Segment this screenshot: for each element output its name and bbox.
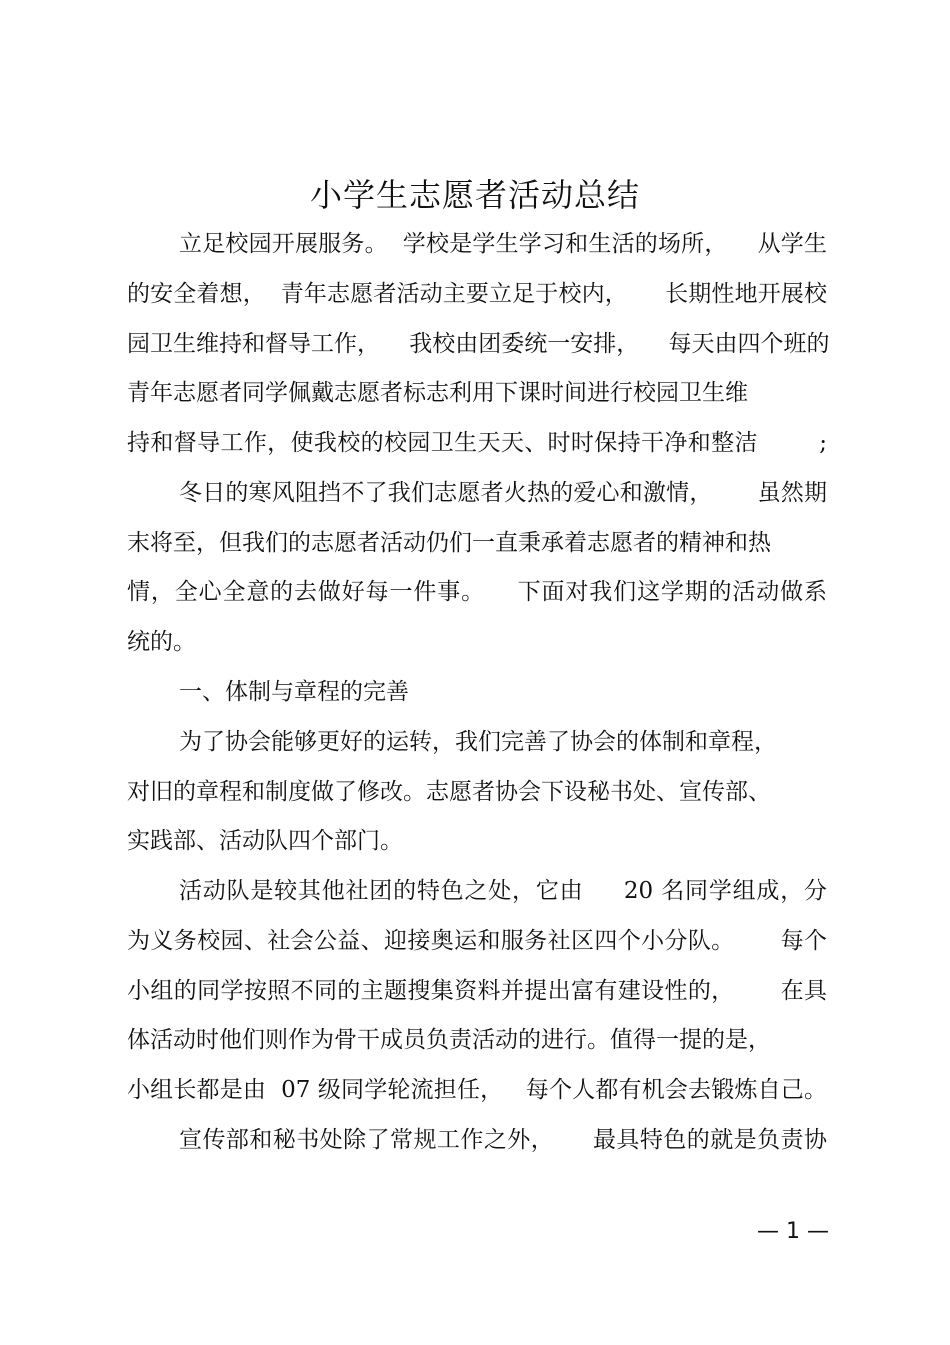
- paragraph-line: 冬日的寒风阻挡不了我们志愿者火热的爱心和激情， 虽然期: [179, 480, 827, 506]
- paragraph-line: 青年志愿者同学佩戴志愿者标志利用下课时间进行校园卫生维: [127, 380, 748, 406]
- paragraph-line: 活动队是较其他社团的特色之处，它由 20 名同学组成，分: [179, 878, 827, 904]
- paragraph-line: 情，全心全意的去做好每一件事。 下面对我们这学期的活动做系: [127, 579, 827, 605]
- document-title: 小学生志愿者活动总结: [309, 176, 640, 214]
- page-number: — 1 —: [757, 1219, 829, 1244]
- paragraph-line: 为了协会能够更好的运转，我们完善了协会的体制和章程，: [179, 729, 777, 755]
- paragraph-line: 末将至，但我们的志愿者活动仍们一直秉承着志愿者的精神和热: [127, 530, 771, 556]
- paragraph-line: 立足校园开展服务。 学校是学生学习和生活的场所， 从学生: [179, 231, 827, 257]
- paragraph-line: 统的。: [127, 629, 196, 655]
- paragraph-line: 对旧的章程和制度做了修改。志愿者协会下设秘书处、宣传部、: [127, 779, 771, 805]
- paragraph-line: 体活动时他们则作为骨干成员负责活动的进行。值得一提的是，: [127, 1027, 771, 1053]
- paragraph-line: 实践部、活动队四个部门。: [127, 828, 403, 854]
- paragraph-line: 的安全着想， 青年志愿者活动主要立足于校内， 长期性地开展校: [127, 281, 827, 307]
- paragraph-line: 为义务校园、社会公益、迎接奥运和服务社区四个小分队。 每个: [127, 928, 827, 954]
- section-heading: 一、体制与章程的完善: [179, 679, 409, 705]
- paragraph-line: 小组的同学按照不同的主题搜集资料并提出富有建设性的， 在具: [127, 978, 827, 1004]
- paragraph-line: 小组长都是由 07 级同学轮流担任， 每个人都有机会去锻炼自己。: [127, 1077, 827, 1103]
- paragraph-line: 持和督导工作，使我校的校园卫生天天、时时保持干净和整洁 ;: [127, 430, 827, 456]
- paragraph-line: 宣传部和秘书处除了常规工作之外， 最具特色的就是负责协: [179, 1127, 827, 1153]
- paragraph-line: 园卫生维持和督导工作， 我校由团委统一安排， 每天由四个班的: [127, 331, 830, 357]
